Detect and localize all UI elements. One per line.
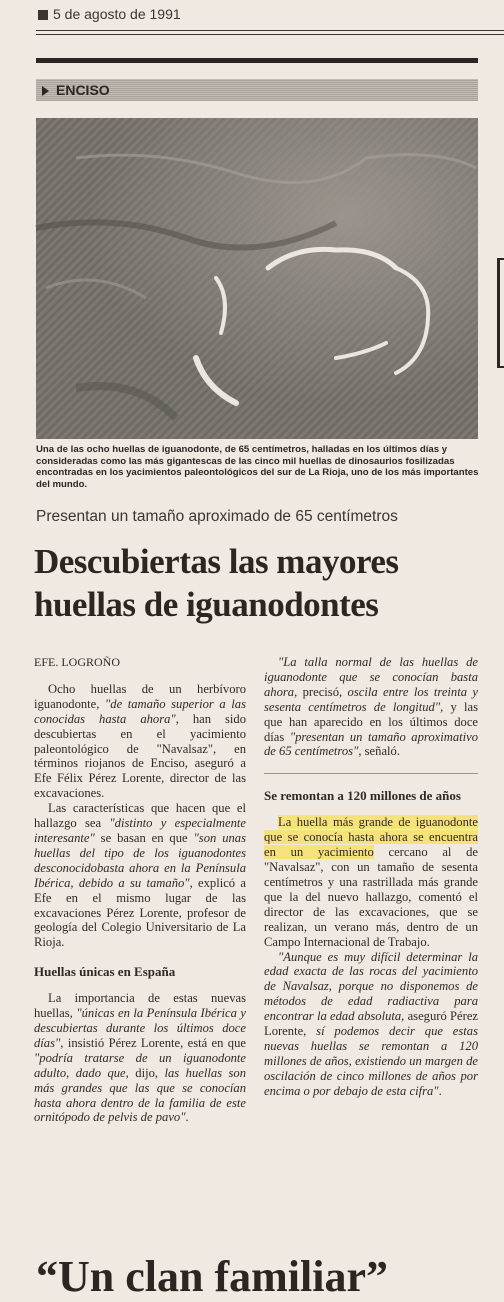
section-top-rule (36, 58, 478, 63)
header-rule-2 (36, 34, 504, 35)
paragraph: Las características que hacen que el hallazgo sea "distinto y especialmente interesante" se basan en que "son unas huellas del tipo de los iguanodontes desconocidobasta ahora en la Península Ibérica, debido a su tamaño", explicó a Efe en el mismo lugar de las excavaciones Pérez Lorente, profesor de geología del Colegio Universitario de La Rioja. (34, 801, 246, 950)
photo-caption: Una de las ocho huellas de iguanodonte, de 65 centímetros, halladas en los últimos días y consideradas como las más gigantescas de las cinco mil huellas de dinosaurios fosilizadas encontradas en los yacimientos paleontológicos del sur de La Rioja, uno de los más importantes del mundo. (36, 444, 479, 490)
article-subtitle: Presentan un tamaño aproximado de 65 centímetros (36, 508, 398, 525)
header-rule (36, 30, 504, 31)
byline: EFE. LOGROÑO (34, 655, 120, 669)
paragraph: La importancia de estas nuevas huellas, "únicas en la Península Ibérica y descubiertas durante los últimos doce días", insistió Pérez Lorente, está en que "podría tratarse de un iguanodonte adulto, dado que, dijo, las huellas son más grandes que las que se conocían hasta ahora dentro de la familia de este ornitópodo de pelvis de pavo". (34, 991, 246, 1125)
section-subhead: Se remontan a 120 millones de años (264, 788, 461, 804)
section-subhead: Huellas únicas en España (34, 964, 176, 980)
next-article-headline: “Un clan familiar” (36, 1252, 388, 1301)
publication-date: 5 de agosto de 1991 (38, 6, 181, 22)
paragraph: "La talla normal de las huellas de iguanodonte que se conocían basta ahora, precisó, oscila entre los treinta y sesenta centímetros de longitud", y las que han aparecido en los últimos doce días "presentan un tamaño aproximativo de 65 centímetros", señaló. (264, 655, 479, 759)
article-column-right (264, 655, 478, 1099)
column-divider (264, 773, 478, 774)
article-headline: Descubiertas las mayores huellas de iguanodontes (34, 542, 399, 624)
triangle-right-icon (42, 86, 49, 96)
paragraph: Ocho huellas de un herbívoro iguanodonte, "de tamaño superior a las conocidas hasta ahora", han sido descubiertas en el yacimiento paleontológico de "Navalsaz", en términos riojanos de Enciso, aseguró a Efe Félix Pérez Lorente, director de las excavaciones. (34, 681, 246, 801)
footprint-outline-image (36, 118, 478, 439)
adjacent-column-edge (497, 258, 504, 368)
bullet-square-icon (38, 10, 48, 20)
paragraph: "Aunque es muy difícil determinar la edad exacta de las rocas del yacimiento de Navalsaz, porque no disponemos de métodos de edad radiactiva para encontrar la edad absoluta, aseguró Pérez Lorente, sí podemos decir que estas nuevas huellas se remontan a 120 millones de años, existiendo un margen de oscilación de cinco millones de años por encima o por debajo de esta cifra". (264, 949, 478, 1098)
article-column-left (34, 655, 246, 1125)
section-label-bar: ENCISO (36, 79, 478, 101)
paragraph: La huella más grande de iguanodonte que se conocía hasta ahora se encuentra en un yacimiento cercano al de "Navalsaz", con un tamaño de sesenta centímetros y una rastrillada más grande que la del nuevo hallazgo, comentó el director de las excavaciones, que se realizan, un verano más, dentro de un Campo Internacional de Trabajo. (264, 815, 478, 949)
dinosaur-footprint-photo (36, 118, 478, 439)
highlighted-text: La huella más grande de iguanodonte que se conocía hasta ahora se encuentra en un yacimiento (264, 815, 478, 860)
